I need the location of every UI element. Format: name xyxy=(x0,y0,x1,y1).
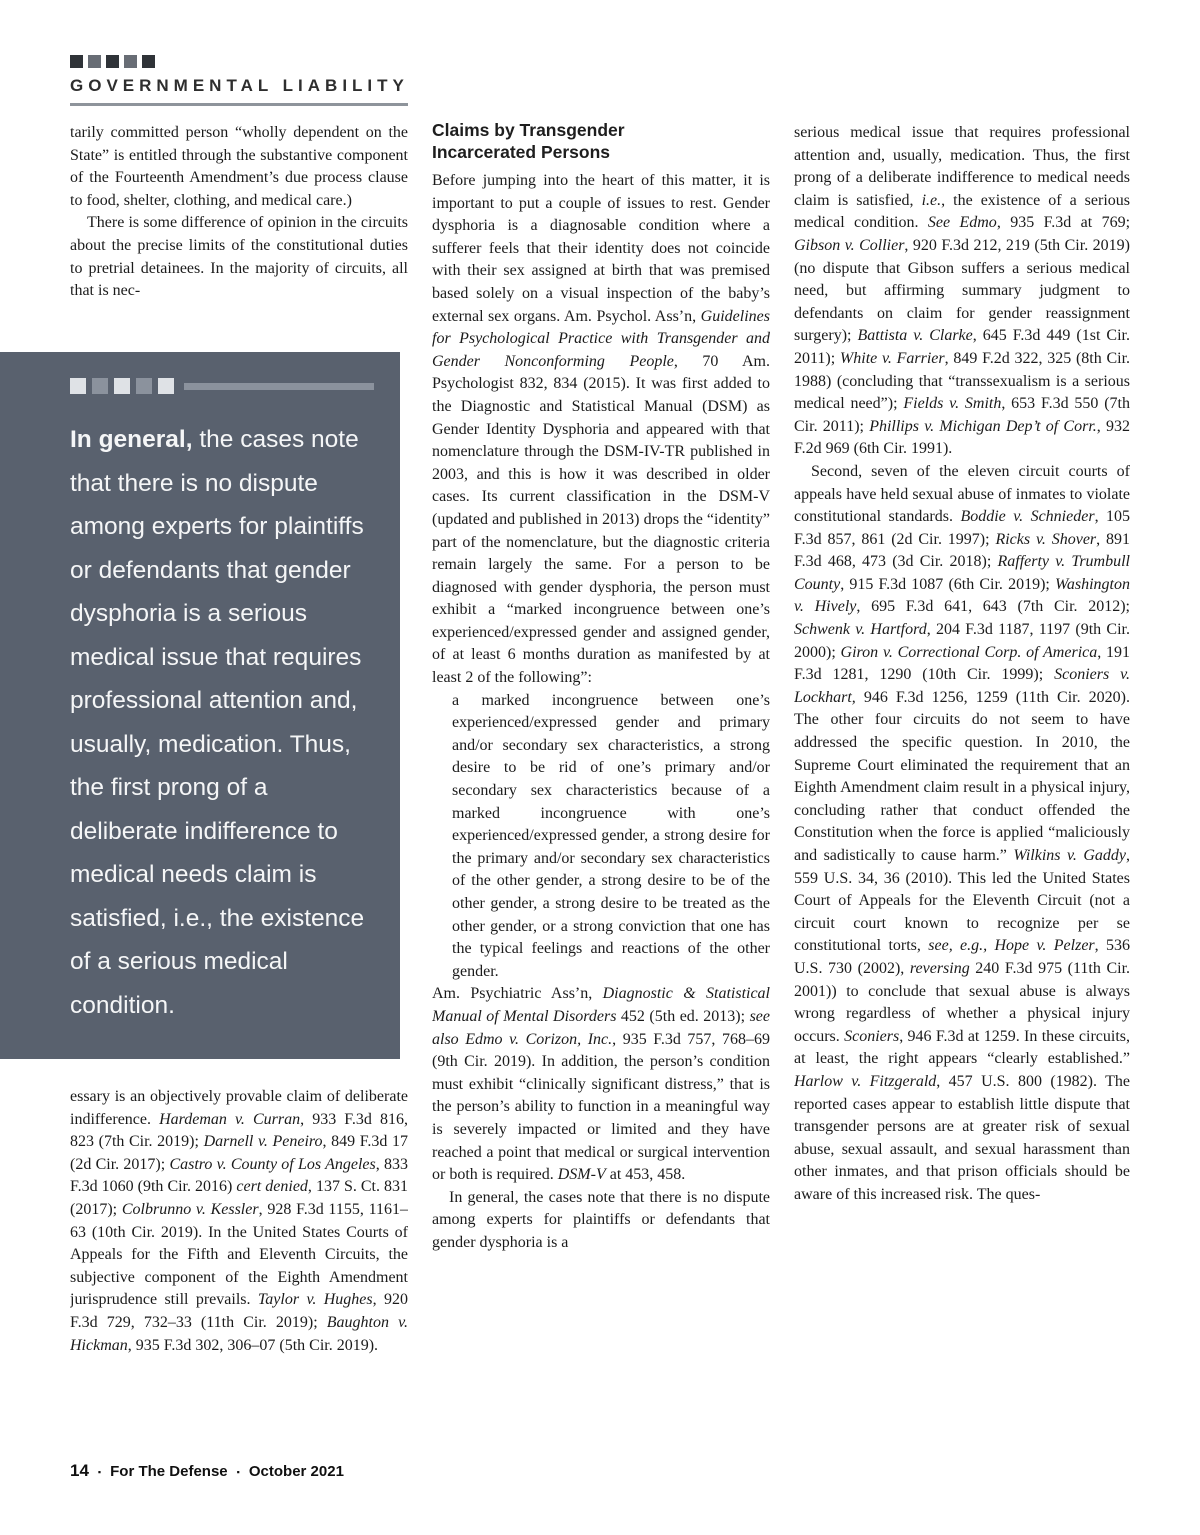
text-run: , 645 F.3d 449 (1st Cir. 2011); xyxy=(794,327,1130,367)
pullquote-body: the cases note that there is no dispute among experts for plaintiffs or defendants that gender dysphoria is a serious medical issue that requires professional attention and, usually, medication. Thus, the first prong of a deliberate indifference to medical needs claim is satisfied, i.e., the existence of a serious medical condition. xyxy=(70,426,365,1019)
text-run: 240 F.3d 975 (11th Cir. 2001)) to conclude that sexual abuse is always wrong regardless of whether a physical injury occurs. xyxy=(794,959,1130,1045)
section-title: GOVERNMENTAL LIABILITY xyxy=(70,76,409,95)
body-paragraph xyxy=(432,170,770,690)
text-run: , 933 F.3d 816, 823 (7th Cir. 2019); xyxy=(70,1110,408,1151)
square-icon xyxy=(158,378,174,394)
italic-text-run: Wilkins v. Gaddy xyxy=(1013,847,1126,864)
italic-text-run: Phillips v. Michigan Dep’t of Corr. xyxy=(869,417,1097,435)
square-icon xyxy=(114,378,130,394)
square-icon xyxy=(70,378,86,394)
italic-text-run: Castro v. County of Los Angeles xyxy=(169,1155,376,1173)
bullet-square-icon: ▪ xyxy=(236,1466,240,1477)
text-run: , 915 F.3d 1087 (6th Cir. 2019); xyxy=(840,575,1056,593)
text-run: , 935 F.3d at 769; xyxy=(996,214,1130,232)
page-number: 14 xyxy=(70,1461,89,1480)
italic-text-run: DSM-V xyxy=(557,1166,606,1184)
column-right xyxy=(794,122,1130,1456)
section-header xyxy=(70,55,408,106)
italic-text-run: Harlow v. Fitzgerald xyxy=(794,1072,937,1090)
text-run: There is some difference of opinion in the circuits about the precise limits of the constitutional duties to pretrial detainees. In the majority of circuits, all that is nec- xyxy=(70,214,408,300)
column-left xyxy=(70,122,408,350)
bullet-square-icon: ▪ xyxy=(97,1466,102,1477)
text-run: serious medical issue that requires professional attention and, usually, medication. Thus, the first prong of a deliberate indifference to medical needs claim is satisfied, xyxy=(794,124,1130,209)
issue-date: October 2021 xyxy=(248,1462,344,1480)
subheading-line: Incarcerated Persons xyxy=(432,141,611,162)
italic-text-run: Diagnostic & Statistical Manual of Mental Disorders xyxy=(432,985,770,1025)
text-run: , 932 F.2d 969 (6th Cir. 1991). xyxy=(794,417,1130,458)
text-run: , 946 F.3d at 1259. In these circuits, at least, the right appears “clearly established.” xyxy=(794,1027,1130,1068)
text-run: tarily committed person “wholly dependent on the State” is entitled through the substantive component of the Fourteenth Amendment’s due process clause to food, shelter, clothing, and medical care.) xyxy=(70,124,408,209)
text-run: 946 F.3d 1256, 1259 (11th Cir. 2020). The other four circuits do not seem to have addressed the specific question. In 2010, the Supreme Court eliminated the requirement that an Eighth Amendment claim result in a physical injury, concluding rather that conduct offended the Constitution when the force is applied “maliciously and sadistically to cause harm.” xyxy=(794,688,1130,864)
page-footer xyxy=(70,1461,344,1481)
text-run: , 653 F.3d 550 (7th Cir. 2011); xyxy=(794,395,1130,435)
italic-text-run: Washington v. Hively xyxy=(794,575,1130,616)
text-run: , 536 U.S. 730 (2002), xyxy=(794,937,1130,977)
italic-text-run: see also Edmo v. Corizon, Inc. xyxy=(432,1007,770,1048)
text-run: , 204 F.3d 1187, 1197 (9th Cir. 2000); xyxy=(794,621,1130,661)
pull-quote-box xyxy=(0,352,400,1059)
body-paragraph xyxy=(70,122,408,212)
text-run: a marked incongruence between one’s experienced/expressed gender and primary and/or secondary sex characteristics, a strong desire to be rid of one’s primary and/or secondary sex characteristics because of a marked incongruence with one’s experienced/expressed gender, a strong desire for the primary and/or secondary sex characteristics of the other gender, a strong desire to be of the other gender, a strong desire to be treated as the other gender, or a strong conviction that one has the typical feelings and reactions of the other gender. xyxy=(452,691,770,980)
square-icon xyxy=(142,55,155,68)
italic-text-run: Gibson v. Collier xyxy=(794,236,905,254)
block-quote xyxy=(432,690,770,984)
bar-decoration xyxy=(184,383,374,390)
italic-text-run: Hardeman v. Curran xyxy=(159,1110,301,1128)
italic-text-run: Sconiers xyxy=(844,1027,900,1045)
text-run: , 935 F.3d 757, 768–69 (9th Cir. 2019). In addition, the person’s condition must exhibit “clinically significant distress,” that is the person’s ability to function in a meaningful way is severely impacted or limited and they have reached a point that medical or surgical intervention or both is required. xyxy=(432,1030,770,1184)
text-run: , 833 F.3d 1060 (9th Cir. 2016) xyxy=(70,1155,408,1196)
text-run: Second, seven of the eleven circuit courts of appeals have held sexual abuse of inmates to violate constitutional standards. xyxy=(794,462,1130,526)
column-middle xyxy=(432,120,770,1456)
italic-text-run: White v. Farrier xyxy=(839,349,945,367)
italic-text-run: Colbrunno v. Kessler xyxy=(121,1200,259,1218)
square-icon xyxy=(124,55,137,68)
italic-text-run: reversing xyxy=(909,959,970,977)
italic-text-run: Sconiers v. Lockhart, xyxy=(794,666,1130,706)
text-run: , 920 F.3d 729, 732–33 (11th Cir. 2019); xyxy=(70,1291,408,1331)
italic-text-run: Fields v. Smith xyxy=(903,395,1002,413)
body-paragraph xyxy=(794,122,1130,461)
header-rule xyxy=(70,103,408,106)
italic-text-run: Schwenk v. Hartford xyxy=(794,621,927,639)
text-run: essary is an objectively provable claim of deliberate indifference. xyxy=(70,1088,408,1128)
subheading-line: Claims by Transgender xyxy=(432,120,625,140)
body-paragraph xyxy=(432,1187,770,1255)
text-run: , 559 U.S. 34, 36 (2010). This led the United States Court of Appeals for the Eleventh Circuit (not a circuit court known to recognize per se constitutional torts, xyxy=(794,847,1130,955)
square-icon xyxy=(70,55,83,68)
italic-text-run: Baughton v. Hickman xyxy=(70,1313,408,1354)
text-run: In general, the cases note that there is no dispute among experts for plaintiffs or defendants that gender dysphoria is a xyxy=(432,1188,770,1251)
text-run: , 695 F.3d 641, 643 (7th Cir. 2012); xyxy=(856,598,1130,616)
square-icon xyxy=(136,378,152,394)
pullquote-squares-icon xyxy=(70,378,374,394)
italic-text-run: Battista v. Clarke xyxy=(857,327,973,345)
text-run: , 849 F.3d 17 (2d Cir. 2017); xyxy=(70,1133,408,1173)
text-run: , 105 F.3d 857, 861 (2d Cir. 1997); xyxy=(794,508,1130,548)
text-run: , 70 Am. Psychologist 832, 834 (2015). It was first added to the Diagnostic and Statistical Manual (DSM) as Gender Identity Dysphoria and appeared with that nomenclature through the DSM-IV-TR published in 2003, and this is how it was described in older cases. Its current classification in the DSM-V (updated and published in 2013) drops the “identity” part of the nomenclature, but the diagnostic criteria remain largely the same. For a person to be diagnosed with gender dysphoria, the person must exhibit a “marked incongruence between one’s experienced/expressed gender and assigned gender, of at least 6 months duration as manifested by at least 2 of the following”: xyxy=(432,352,770,687)
italic-text-run: Rafferty v. Trumbull County xyxy=(794,553,1130,593)
italic-text-run: Taylor v. Hughes xyxy=(257,1291,373,1309)
italic-text-run: see, e.g., Hope v. Pelzer xyxy=(928,937,1095,955)
body-paragraph xyxy=(70,212,408,302)
italic-text-run: Giron v. Correctional Corp. of America xyxy=(840,643,1098,661)
article-subheading xyxy=(432,120,770,163)
text-run: at 453, 458. xyxy=(605,1166,686,1184)
text-run: , 457 U.S. 800 (1982). The reported cases appear to establish little dispute that transgender persons are at greater risk of sexual abuse, sexual assault, and sexual harassment than other inmates, and that prison officials should be aware of this increased risk. The ques- xyxy=(794,1072,1130,1203)
italic-text-run: Darnell v. Peneiro xyxy=(203,1133,323,1151)
italic-text-run: cert denied xyxy=(236,1178,308,1196)
body-paragraph xyxy=(432,983,770,1186)
text-run: , the existence of a serious medical condition. xyxy=(794,191,1130,232)
text-run: , 849 F.2d 322, 325 (8th Cir. 1988) (concluding that “transsexualism is a serious medical need”); xyxy=(794,349,1130,413)
text-run: , 928 F.3d 1155, 1161–63 (10th Cir. 2019). In the United States Courts of Appeals for the Fifth and Eleventh Circuits, the subjective component of the Eighth Amendment jurisprudence still prevails. xyxy=(70,1200,408,1309)
body-paragraph xyxy=(70,1086,408,1357)
square-icon xyxy=(88,55,101,68)
pullquote-text xyxy=(70,418,374,1027)
pullquote-lead: In general, xyxy=(70,426,193,453)
body-paragraph xyxy=(794,461,1130,1207)
header-squares-icon xyxy=(70,55,408,68)
text-run: , 935 F.3d 302, 306–07 (5th Cir. 2019). xyxy=(127,1336,379,1354)
square-icon xyxy=(92,378,108,394)
text-run: 452 (5th ed. 2013); xyxy=(616,1007,750,1025)
text-run: , 891 F.3d 468, 473 (3d Cir. 2018); xyxy=(794,530,1130,571)
column-left-continued xyxy=(70,1086,408,1442)
text-run: , 191 F.3d 1281, 1290 (10th Cir. 1999); xyxy=(794,643,1130,684)
text-run: Am. Psychiatric Ass’n, xyxy=(432,985,603,1003)
text-run: Before jumping into the heart of this matter, it is important to put a couple of issues to rest. Gender dysphoria is a diagnosable condition where a sufferer feels that their identity does not coincide with their sex assigned at birth that was premised based solely on a visual inspection of the baby’s external sex organs. Am. Psychol. Ass’n, xyxy=(432,172,770,325)
square-icon xyxy=(106,55,119,68)
italic-text-run: See Edmo xyxy=(927,214,997,232)
italic-text-run: Boddie v. Schnieder xyxy=(960,508,1095,526)
magazine-name: For The Defense xyxy=(110,1462,228,1480)
italic-text-run: Ricks v. Shover xyxy=(995,530,1097,548)
italic-text-run: Guidelines for Psychological Practice with Transgender and Gender Nonconforming People xyxy=(432,307,770,370)
text-run: , 920 F.3d 212, 219 (5th Cir. 2019) (no dispute that Gibson suffers a serious medical need, but affirming summary judgment to defendants on claim for gender reassignment surgery); xyxy=(794,236,1130,345)
italic-text-run: i.e. xyxy=(921,191,942,209)
text-run: , 137 S. Ct. 831 (2017); xyxy=(70,1178,408,1218)
